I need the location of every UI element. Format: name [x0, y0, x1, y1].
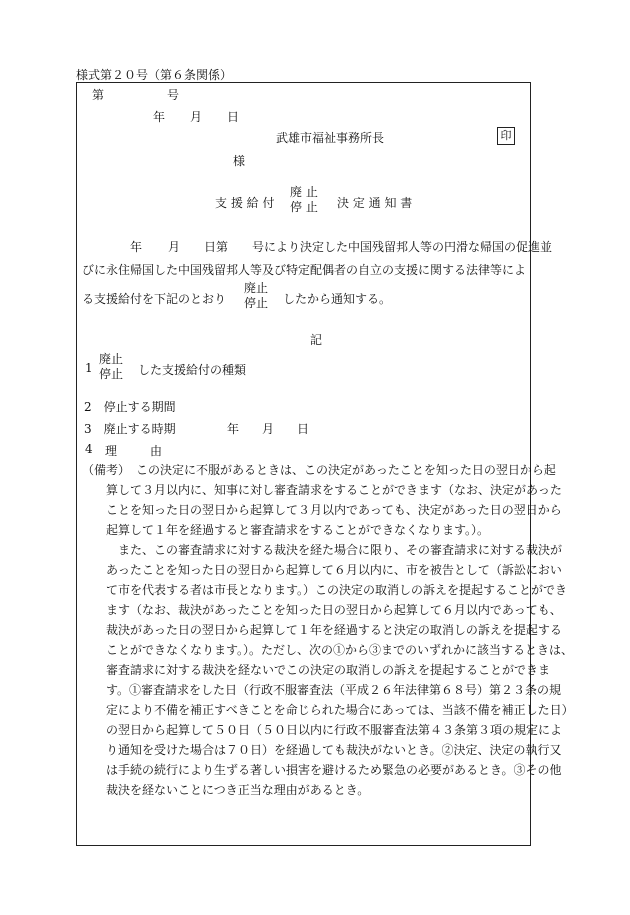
item4-label-yu: 由 — [150, 444, 163, 458]
remarks-line: 審査請求に対する裁決を経ないでこの決定の取消しの訴えを提起することができま — [82, 663, 551, 677]
remarks-line: ことを知った日の翌日から起算して３月以内であっても、決定があった日の翌日から — [82, 503, 562, 517]
title-option-abolish: 廃 止 — [290, 185, 318, 199]
item1-option-suspend: 停止 — [99, 367, 124, 381]
addressee-suffix: 様 — [233, 154, 246, 168]
body-line1: 日第 号により決定した中国残留邦人等の円滑な帰国の促進並 — [204, 240, 553, 254]
body-line2: びに永住帰国した中国残留邦人等及び特定配偶者の自立の支援に関する法律等によ — [82, 263, 527, 277]
item3-day: 日 — [297, 422, 310, 436]
item2: 2 停止する期間 — [84, 400, 176, 414]
body-option-suspend: 停止 — [244, 296, 269, 310]
remarks-line: は手続の続行により生ずる著しい損害を避けるため緊急の必要があるとき。③その他 — [82, 763, 562, 777]
remarks — [82, 460, 574, 800]
remarks-line: 裁決を経ないことにつき正当な理由があるとき。 — [82, 783, 370, 797]
body-option-abolish: 廃止 — [244, 281, 269, 295]
ki-heading: 記 — [310, 333, 323, 347]
issuer-name: 武雄市福祉事務所長 — [276, 131, 385, 145]
form-number: 様式第２０号（第６条関係） — [76, 68, 233, 82]
item4-label-ri: 理 — [105, 444, 118, 458]
body-year: 年 — [130, 240, 143, 254]
item3-label: 3 廃止する時期 — [84, 422, 176, 436]
remarks-line: の翌日から起算して５０日（５０日以内に行政不服審査法第４３条第３項の規定によ — [82, 723, 563, 737]
remarks-line: 裁決があった日の翌日から起算して１年を経過すると決定の取消しの訴えを提起する — [82, 623, 562, 637]
number-prefix: 第 — [92, 88, 105, 102]
item1-option-abolish: 廃止 — [99, 352, 124, 366]
item1-options — [99, 352, 123, 382]
seal-mark: 印 — [497, 127, 515, 145]
item1-text: した支援給付の種類 — [138, 363, 247, 377]
item4-number: 4 — [85, 442, 93, 456]
body-line3-options — [244, 281, 268, 311]
remarks-line: （備考） この決定に不服があるときは、この決定があったことを知った日の翌日から起 — [82, 463, 556, 477]
remarks-line: 算して３月以内に、知事に対し審査請求をすることができます（なお、決定があった — [82, 483, 562, 497]
body-line3-prefix: る支援給付を下記のとおり — [82, 292, 227, 306]
body-month: 月 — [168, 240, 181, 254]
title-prefix: 支 援 給 付 — [215, 196, 275, 210]
title-options — [290, 185, 318, 215]
date-year: 年 — [153, 110, 166, 124]
date-month: 月 — [190, 110, 203, 124]
remarks-line: あったことを知った日の翌日から起算して６月以内に、市を被告として（訴訟におい — [82, 563, 562, 577]
body-line3-suffix: したから通知する。 — [283, 292, 392, 306]
title-suffix: 決 定 通 知 書 — [337, 196, 413, 210]
remarks-line: す。①審査請求をした日（行政不服審査法（平成２６年法律第６８号）第２３条の規 — [82, 683, 562, 697]
remarks-line: り通知を受けた場合は７０日）を経過しても裁決がないとき。②決定、決定の執行又 — [82, 743, 562, 757]
item3-year: 年 — [227, 422, 240, 436]
remarks-line: また、この審査請求に対する裁決を経た場合に限り、その審査請求に対する裁決が — [82, 543, 563, 557]
number-suffix: 号 — [167, 88, 180, 102]
date-day: 日 — [227, 110, 240, 124]
item1-number: 1 — [85, 361, 93, 375]
item3-month: 月 — [262, 422, 275, 436]
title-option-suspend: 停 止 — [290, 200, 318, 214]
remarks-line: 定により不備を補正すべきことを命じられた場合にあっては、当該不備を補正した日） — [82, 703, 574, 717]
remarks-line: ことができなくなります。）。ただし、次の①から③までのいずれかに該当するときは、 — [82, 643, 574, 657]
remarks-line: ます（なお、裁決があったことを知った日の翌日から起算して６月以内であっても、 — [82, 603, 562, 617]
remarks-line: て市を代表する者は市長となります。）この決定の取消しの訴えを提起することができ — [82, 583, 568, 597]
remarks-line: 起算して１年を経過すると審査請求をすることができなくなります。）。 — [82, 523, 490, 537]
